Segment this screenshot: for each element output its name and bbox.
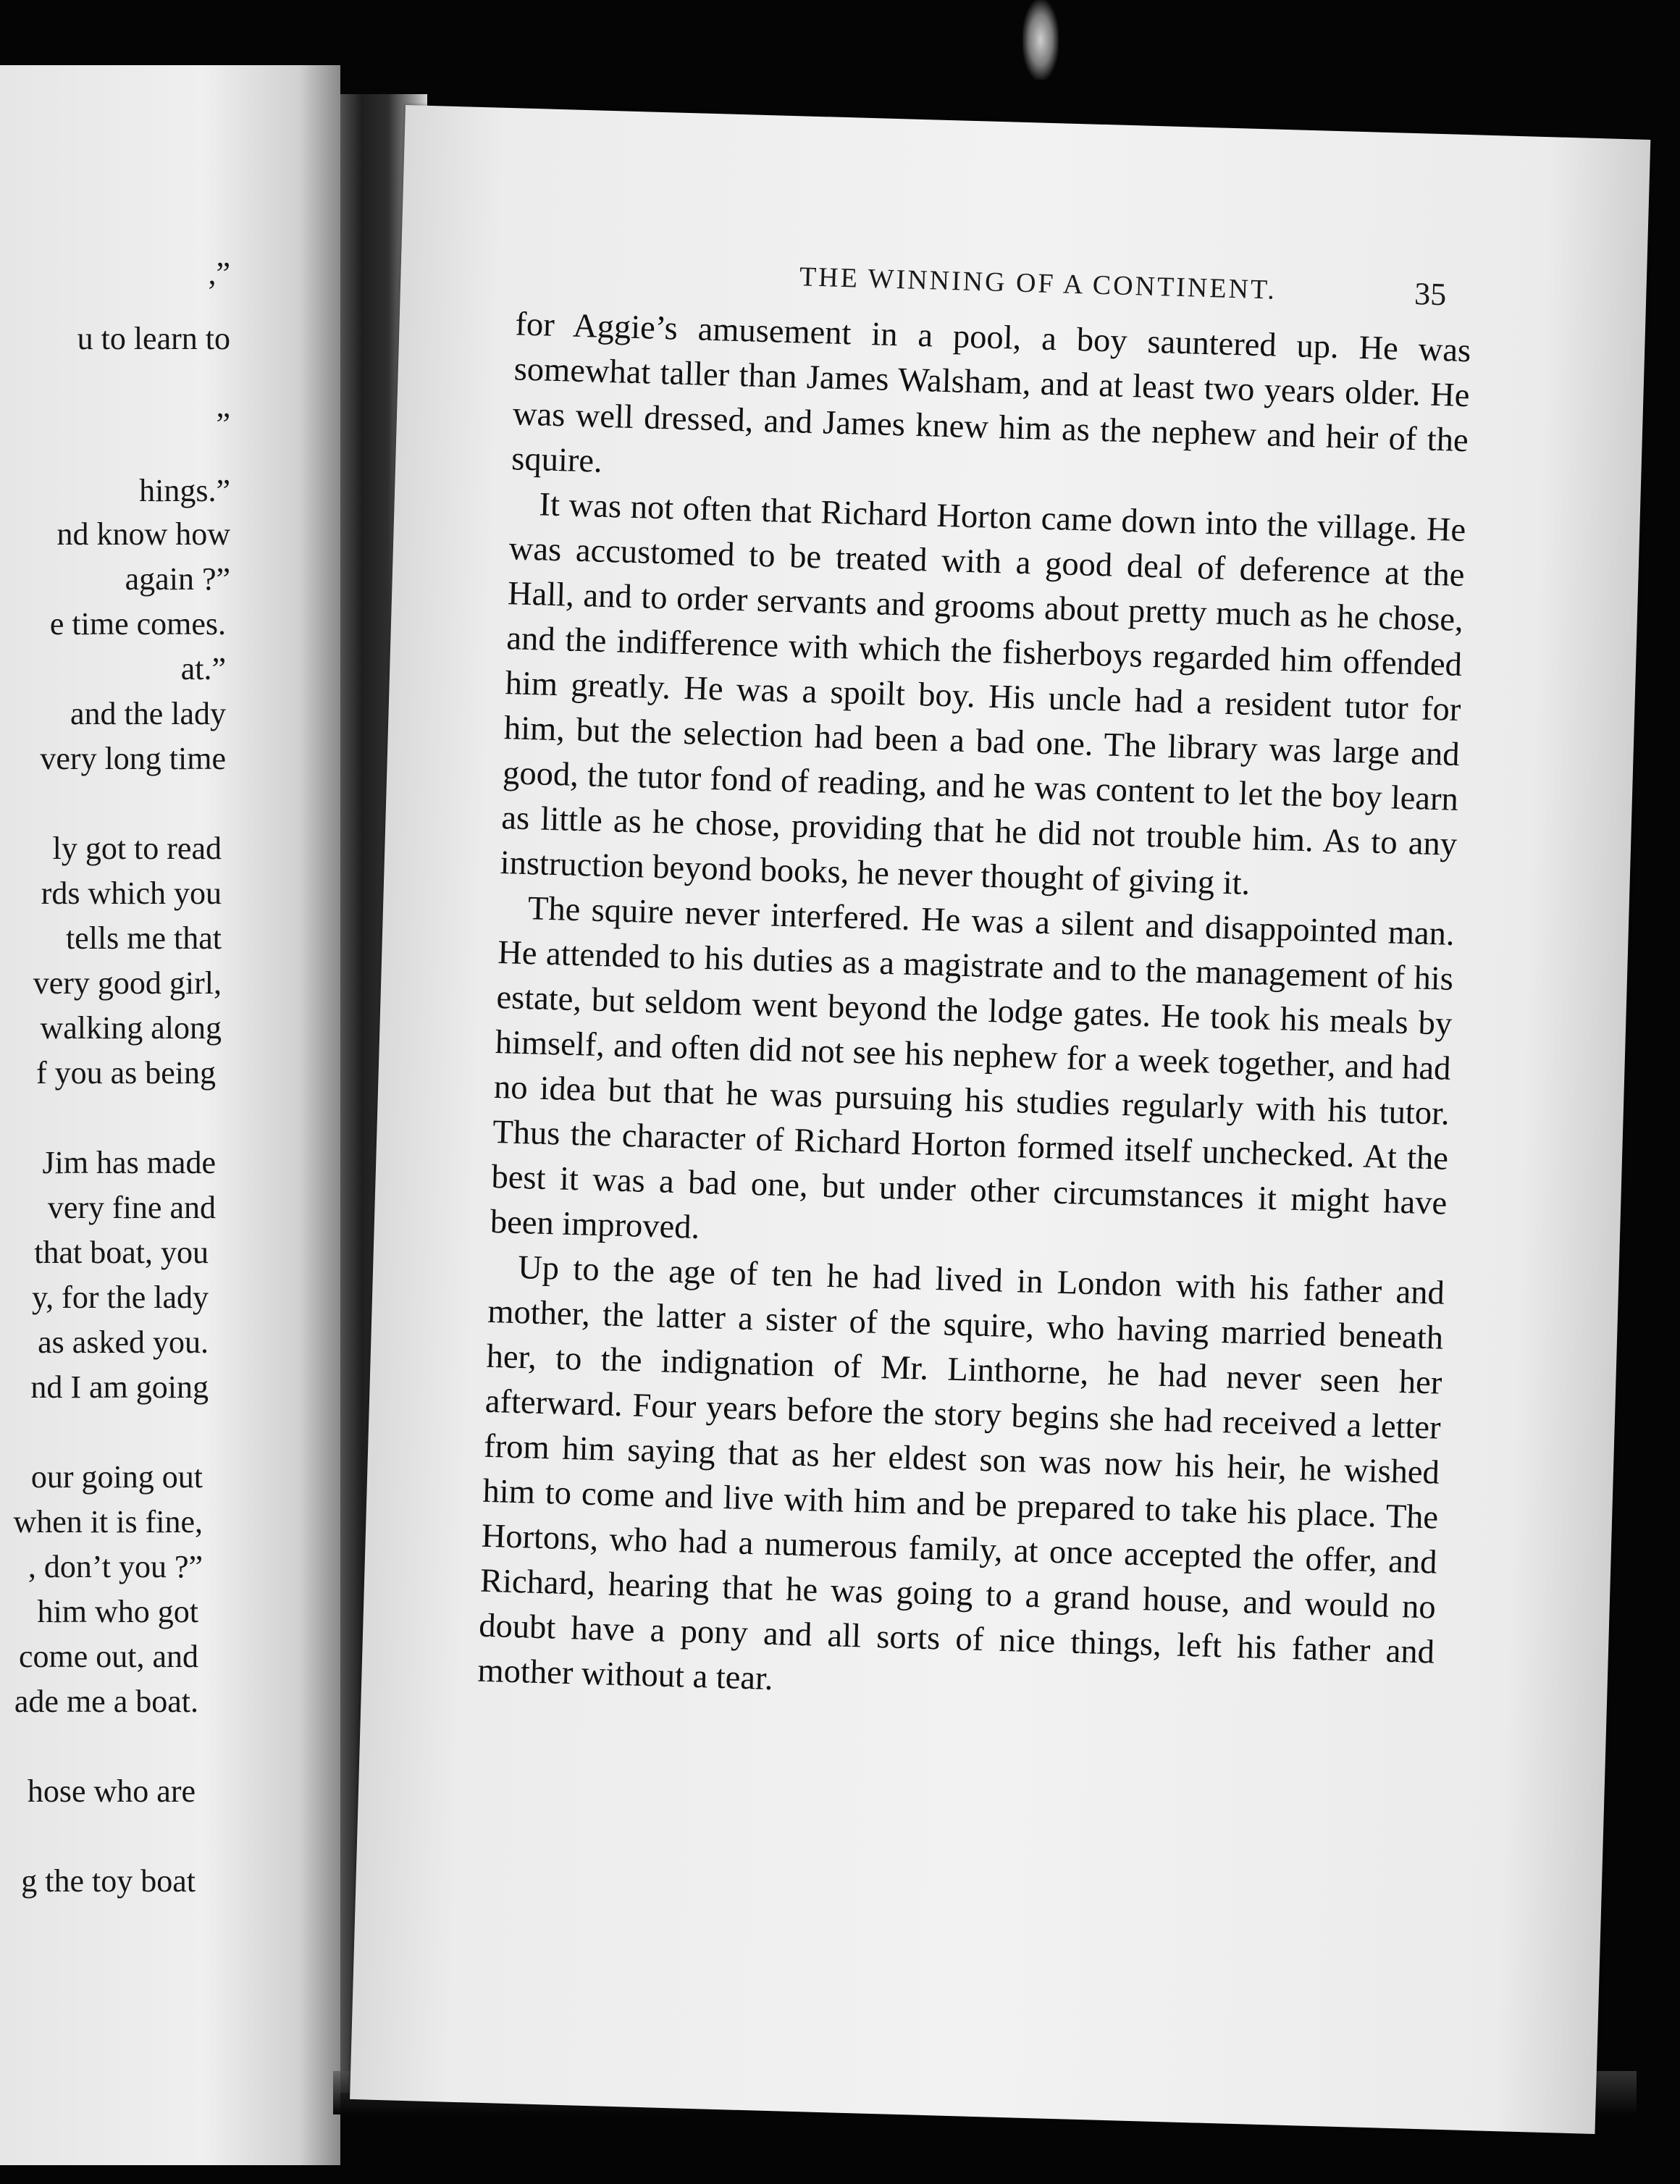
left-line: that boat, you (34, 1235, 209, 1270)
left-page (0, 65, 340, 2165)
left-line: when it is fine, (13, 1504, 203, 1540)
left-line: g the toy boat (21, 1863, 196, 1899)
left-line: , don’t you ?” (28, 1549, 203, 1584)
left-line: ly got to read (52, 831, 222, 866)
page-number: 35 (1414, 276, 1447, 313)
left-line: very good girl, (33, 965, 222, 1001)
left-line: come out, and (18, 1639, 198, 1674)
left-line: ” (216, 406, 230, 442)
left-line: our going out (30, 1459, 203, 1495)
paragraph: It was not often that Richard Horton came down into the village. He was accustomed to be treated with a good deal of deference at the Hall, and to order servants and grooms about pretty much as he chose, and the indifference with which the fisherboys regarded him offended him greatly. He was a spoilt boy. His uncle had a resident tutor for him, but the selection had been a bad one. The library was large and good, the tutor fond of reading, and he was content to let the boy learn as little as he chose, providing that he did not trouble him. As to any instruction beyond books, he never thought of giving it. (500, 486, 1466, 902)
left-line: nd I am going (30, 1369, 209, 1405)
paragraph: for Aggie’s amusement in a pool, a boy sauntered up. He was somewhat taller than James Walsham, and at least two years older. He was well dressed, and James knew him as the nephew and heir of the squire. (511, 306, 1471, 480)
left-line: very long time (40, 741, 226, 776)
running-head: THE WINNING OF A CONTINENT. (799, 261, 1277, 306)
left-line: rds which you (41, 875, 222, 911)
left-line: Jim has made (42, 1145, 216, 1180)
left-line: him who got (37, 1594, 198, 1629)
left-line: y, for the lady (32, 1280, 209, 1315)
left-line: e time comes. (49, 606, 226, 642)
left-line: f you as being (35, 1055, 216, 1091)
left-line: and the lady (70, 696, 226, 731)
right-page (350, 105, 1650, 2134)
left-line: ,” (208, 256, 230, 291)
page-body-text (477, 302, 1471, 1720)
left-line: very fine and (47, 1190, 216, 1225)
scan-artifact (1022, 0, 1059, 80)
left-line: nd know how (56, 516, 230, 552)
left-line: hose who are (27, 1773, 196, 1809)
left-line: ade me a boat. (14, 1684, 198, 1719)
left-line: hings.” (139, 473, 230, 508)
left-line: u to learn to (77, 321, 230, 356)
left-line: again ?” (125, 561, 230, 597)
left-line: at.” (180, 651, 226, 686)
paragraph: The squire never interfered. He was a silent and disappointed man. He attended to his duties as a magistrate and to the management of his estate, but seldom went beyond the lodge gates. He took his meals by himself, and often did not see his nephew for a week together, and had no idea but that he was pursuing his studies regularly with his tutor. Thus the character of Richard Horton formed itself unchecked. At the best it was a bad one, but under other circumstances it might have been improved. (490, 890, 1456, 1246)
left-line: as asked you. (38, 1324, 209, 1360)
left-line: tells me that (65, 920, 222, 956)
paragraph: Up to the age of ten he had lived in London with his father and mother, the latter a sister of the squire, who having married beneath her, to the indignation of Mr. Linthorne, he had never seen her afterward. Four years before the story begins she had received a letter from him saying that as her eldest son was now his heir, he wished him to come and live with him and be prepared to take his place. The Hortons, who had a numerous family, at once accepted the offer, and Richard, hearing that he was going to a grand house, and would no doubt have a pony and all sorts of nice things, left his father and mother without a tear. (476, 1248, 1445, 1698)
left-line: walking along (40, 1010, 222, 1046)
